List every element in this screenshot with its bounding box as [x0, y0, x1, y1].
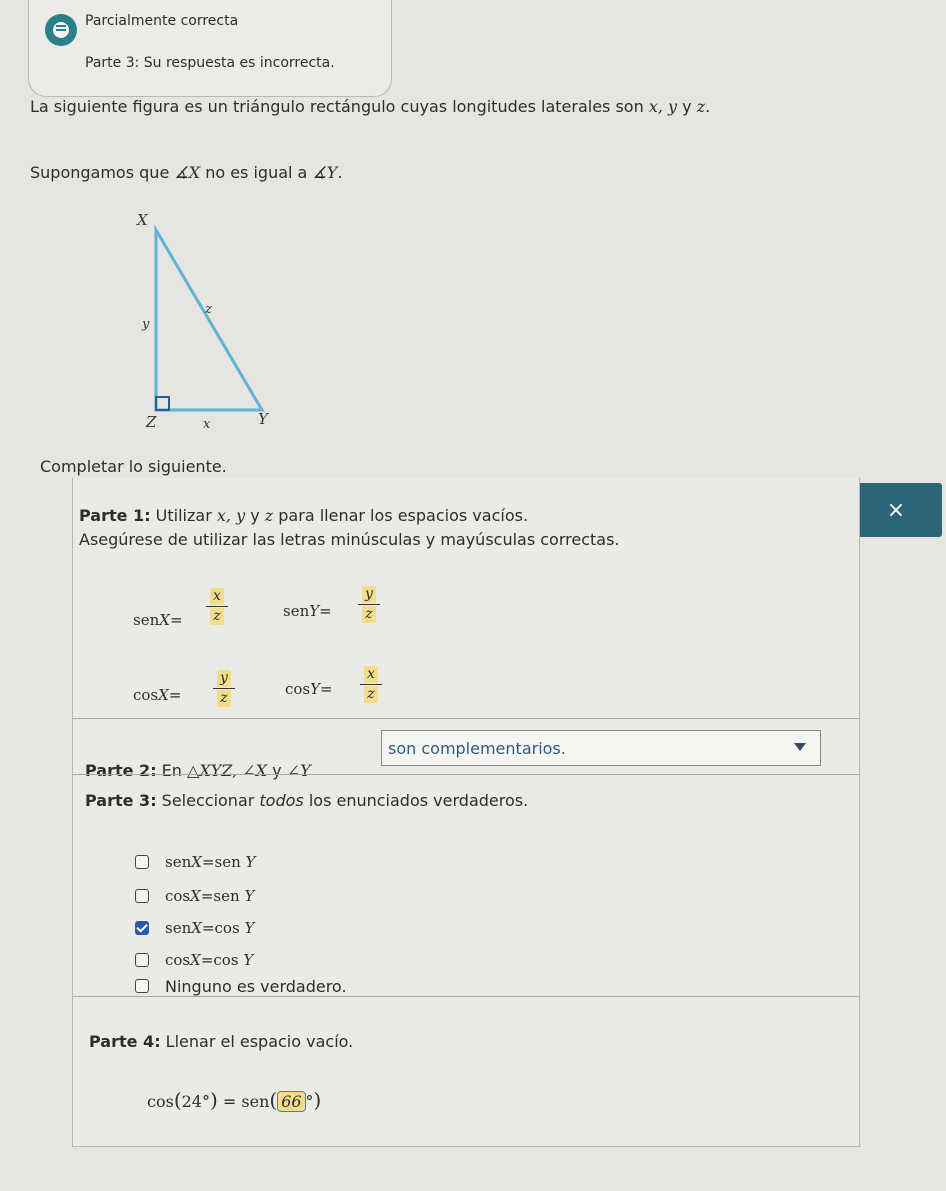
func-name: cos — [214, 919, 240, 937]
intro-var-z: z — [696, 97, 706, 116]
checkbox[interactable] — [135, 855, 149, 869]
cosx-answer-fraction[interactable] — [216, 670, 232, 707]
senx-numerator[interactable]: x — [210, 588, 224, 605]
var-name: Y — [310, 680, 321, 698]
func-name: sen — [133, 611, 160, 629]
option-label — [165, 887, 254, 905]
part1-line2: Asegúrese de utilizar las letras minúsculas y mayúsculas correctas. — [79, 530, 620, 549]
intro-period: . — [705, 97, 711, 116]
angle-x-symbol: ∠X — [242, 761, 268, 780]
var-name: X — [190, 951, 201, 969]
equals-sign: = — [319, 602, 332, 620]
part-status-message: Parte 3: Su respuesta es incorrecta. — [85, 55, 335, 71]
part1-line1 — [79, 506, 528, 525]
part3-text-end: los enunciados verdaderos. — [303, 791, 529, 810]
var-name: X — [191, 919, 202, 937]
func-name: sen — [213, 887, 240, 905]
var-name: Y — [245, 853, 256, 871]
intro2-text: Supongamos que — [30, 163, 175, 182]
func-name: cos — [147, 1092, 174, 1111]
intro-vars: x, y — [648, 97, 678, 116]
cosx-label — [133, 686, 181, 704]
func-name: cos — [165, 951, 191, 969]
part2-selected-value: son complementarios. — [388, 739, 566, 758]
part4-answer-input[interactable] — [277, 1091, 305, 1112]
part2-and: y — [267, 761, 287, 780]
cosx-numerator[interactable]: y — [217, 670, 231, 687]
divider — [73, 996, 859, 997]
cosy-label — [285, 680, 333, 698]
cosy-answer-fraction[interactable] — [363, 666, 379, 703]
part1-var-z: z — [264, 506, 274, 525]
status-title: Parcialmente correcta — [85, 13, 239, 29]
equals-sign: = — [222, 1092, 237, 1111]
part4-title: Parte 4: — [89, 1032, 161, 1051]
option-label: Ninguno es verdadero. — [165, 976, 347, 996]
fraction-bar — [213, 688, 235, 689]
part1-and: y — [245, 506, 265, 525]
fraction-bar — [360, 684, 382, 685]
part4-text: Llenar el espacio vacío. — [160, 1032, 354, 1051]
angle-value: 24° — [181, 1092, 210, 1111]
var-name: Y — [244, 887, 255, 905]
func-name: sen — [165, 853, 192, 871]
var-name: Y — [309, 602, 320, 620]
side-z-label: z — [205, 302, 212, 317]
intro-line-2 — [30, 163, 342, 182]
equals-sign: = — [169, 611, 183, 629]
equals-sign: = — [320, 680, 333, 698]
part2-title: Parte 2: — [85, 761, 157, 780]
part4-line — [89, 1032, 353, 1051]
intro2-period: . — [337, 163, 343, 182]
part1-title: Parte 1: — [79, 506, 151, 525]
part4-equation: cos(24°) = sen( 66 °) — [147, 1088, 322, 1112]
func-name: sen — [214, 853, 241, 871]
right-triangle-figure — [120, 200, 290, 435]
option-label — [165, 951, 253, 969]
triangle-shape — [156, 230, 262, 410]
angle-x: ∡X — [174, 163, 201, 182]
checkbox[interactable] — [135, 889, 149, 903]
question-panel — [72, 478, 860, 1147]
var-name: X — [158, 686, 169, 704]
var-name: Y — [244, 919, 255, 937]
instructions: Completar lo siguiente. — [40, 457, 227, 476]
senx-answer-fraction[interactable] — [209, 588, 225, 625]
func-name: cos — [285, 680, 311, 698]
equals-sign: = — [168, 686, 182, 704]
vertex-y-label: Y — [258, 410, 268, 428]
option-senx-cosy[interactable] — [135, 914, 254, 942]
part3-emph: todos — [259, 791, 304, 810]
func-name: cos — [165, 887, 191, 905]
part3-title: Parte 3: — [85, 791, 157, 810]
checkbox[interactable] — [135, 953, 149, 967]
intro2-mid: no es igual a — [200, 163, 313, 182]
var-name: X — [191, 853, 202, 871]
var-name: Y — [243, 951, 254, 969]
equals-sign: = — [201, 853, 215, 871]
func-name: sen — [241, 1092, 270, 1111]
senx-denominator[interactable]: z — [210, 608, 223, 625]
part1-text-end: para llenar los espacios vacíos. — [273, 506, 529, 525]
partial-status-icon — [45, 14, 77, 46]
equals-sign: = — [200, 951, 214, 969]
intro-text: La siguiente figura es un triángulo rectángulo cuyas longitudes laterales son — [30, 97, 649, 116]
seny-answer-fraction[interactable] — [361, 586, 377, 623]
var-name: X — [159, 611, 170, 629]
divider — [73, 718, 859, 719]
cosx-denominator[interactable]: z — [217, 690, 230, 707]
part2-answer-select[interactable] — [381, 730, 821, 766]
equals-sign: = — [201, 919, 215, 937]
side-x-label: x — [203, 417, 211, 432]
answer-value: 66 — [281, 1092, 302, 1111]
close-button[interactable]: × — [850, 483, 942, 537]
divider — [73, 774, 859, 775]
degree-symbol: ° — [305, 1092, 314, 1111]
intro-line-1 — [30, 97, 710, 116]
vertex-z-label: Z — [146, 413, 157, 431]
checkbox-checked[interactable] — [135, 921, 149, 935]
func-name: cos — [213, 951, 239, 969]
seny-label — [283, 602, 332, 620]
func-name: sen — [165, 919, 192, 937]
angle-y: ∡Y — [312, 163, 338, 182]
part3-line — [85, 791, 528, 810]
vertex-x-label: X — [137, 211, 148, 229]
seny-numerator[interactable]: y — [362, 586, 376, 603]
equals-sign: = — [200, 887, 214, 905]
option-label — [165, 853, 255, 871]
right-angle-marker — [156, 397, 169, 410]
intro-and: y — [677, 97, 697, 116]
feedback-box — [28, 0, 392, 97]
checkbox[interactable] — [135, 979, 149, 993]
triangle-xyz: △XYZ, — [187, 761, 238, 780]
option-cosx-seny[interactable] — [135, 882, 254, 910]
var-name: X — [190, 887, 201, 905]
part1-text: Utilizar — [150, 506, 217, 525]
func-name: sen — [283, 602, 310, 620]
dropdown-arrow-icon[interactable] — [794, 743, 806, 751]
part3-text: Seleccionar — [156, 791, 260, 810]
cosy-numerator[interactable]: x — [364, 666, 378, 683]
fraction-bar — [206, 606, 228, 607]
fraction-bar — [358, 604, 380, 605]
angle-y-symbol: ∠Y — [286, 761, 311, 780]
func-name: cos — [133, 686, 159, 704]
seny-denominator[interactable]: z — [362, 606, 375, 623]
part2-text: En — [156, 761, 188, 780]
option-label — [165, 919, 254, 937]
option-senx-seny[interactable] — [135, 848, 255, 876]
senx-label — [133, 611, 183, 629]
cosy-denominator[interactable]: z — [364, 686, 377, 703]
side-y-label: y — [142, 317, 150, 332]
part1-vars: x, y — [216, 506, 246, 525]
option-cosx-cosy[interactable] — [135, 946, 253, 974]
part2-line — [85, 761, 311, 780]
